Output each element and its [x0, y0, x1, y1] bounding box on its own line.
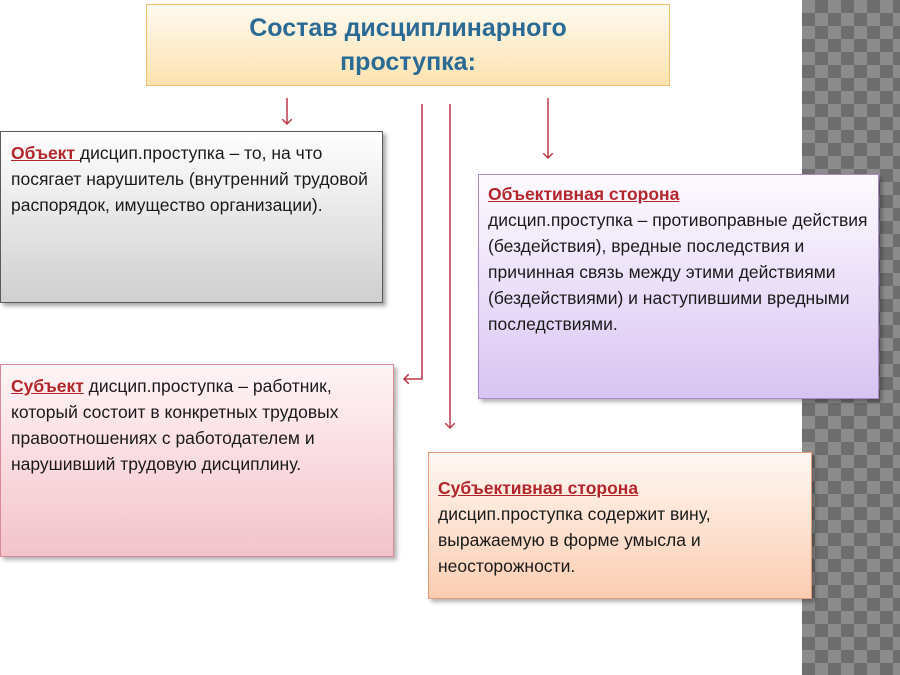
subjective-side-key: Субъективная сторона	[438, 478, 639, 498]
objective-side-description: дисцип.проступка – противоправные действия (бездействия), вредные последствия и причинная связь между этими действиями (бездействиями) и наступившими вредными последствиями.	[488, 210, 868, 334]
diagram-title: Состав дисциплинарного проступка:	[249, 14, 567, 76]
subject-description: дисцип.проступка – работник, который состоит в конкретных трудовых правоотношениях с работодателем и нарушивший трудовую дисциплину.	[11, 376, 339, 474]
object-key: Объект	[11, 143, 80, 163]
object-description: дисцип.проступка – то, на что посягает нарушитель (внутренний трудовой распорядок, имущество организации).	[11, 143, 368, 215]
arrow-to-subject	[404, 104, 422, 379]
object-box	[0, 131, 383, 303]
subject-box	[0, 364, 394, 557]
subjective-side-box	[428, 452, 812, 599]
objective-side-box	[478, 174, 879, 399]
subject-key: Субъект	[11, 376, 84, 396]
objective-side-key: Объективная сторона	[488, 184, 680, 204]
subjective-side-description: дисцип.проступка содержит вину, выражаемую в форме умысла и неосторожности.	[438, 504, 711, 576]
